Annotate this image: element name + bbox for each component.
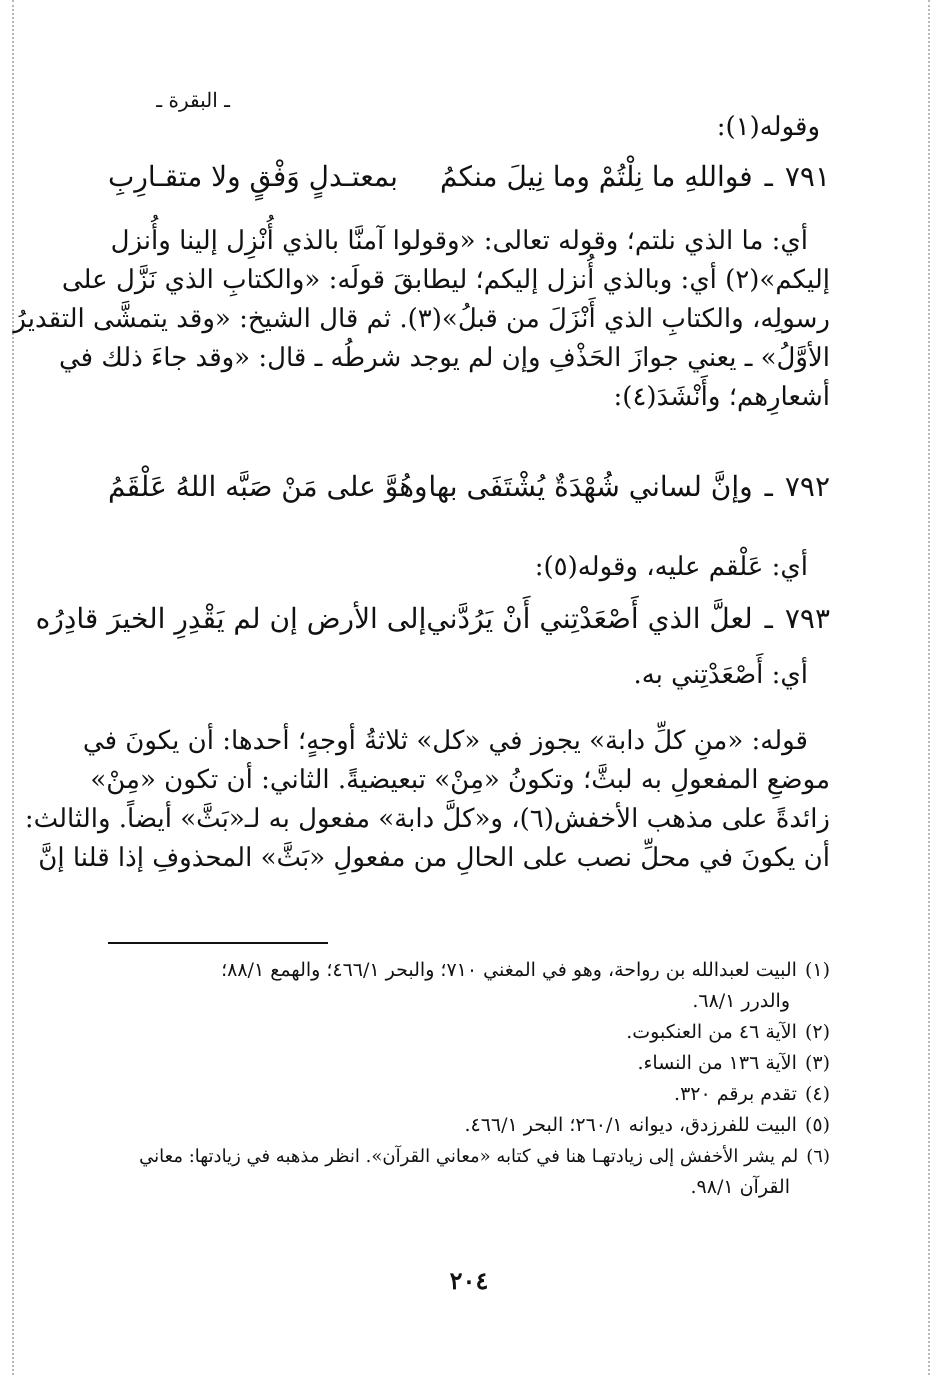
footnotes (108, 955, 830, 1203)
footnote-3 (108, 1048, 830, 1079)
paragraph-line: أشعارِهم؛ وأَنْشَدَ(٤): (613, 382, 830, 412)
footnote-continuation: القرآن ٩٨/١. (690, 1176, 790, 1198)
right-margin-dotted-line (928, 0, 930, 1375)
left-margin-dotted-line (12, 0, 14, 1375)
footnote-text: الآية ٤٦ من العنكبوت. (626, 1021, 797, 1043)
paragraph-line: أي: ما الذي نلتم؛ وقوله تعالى: «وقولوا آمنَّا بالذي أُنْزِل إلينا وأُنزل (110, 226, 808, 256)
paragraph-line: زائدةً على مذهب الأخفش(٦)، و«كلَّ دابة» مفعول به لـ«بَثَّ» أيضاً. والثالث: (24, 804, 830, 834)
paragraph-line: موضعِ المفعولِ به لبثَّ؛ وتكونُ «مِنْ» تبعيضيةً. الثاني: أن تكون «مِنْ» (90, 765, 830, 795)
verse-dash: ـ (764, 470, 773, 503)
running-header: ـ البقرة ـ (156, 88, 230, 112)
verse-first-hemistich: فواللهِ ما نِلْتُمْ وما نِيلَ منكمُ (440, 160, 753, 193)
commentary-line: أي: عَلْقم عليه، وقوله(٥): (534, 552, 808, 582)
commentary-line: أي: أَصْعَدْتِني به. (633, 660, 808, 690)
verse-793 (35, 602, 830, 635)
paragraph-line: الأوَّلُ» ـ يعني جوازَ الحَذْفِ وإن لم يوجد شرطُه ـ قال: «وقد جاءَ ذلك في (59, 343, 830, 373)
footnote-continuation: والدرر ٦٨/١. (692, 990, 790, 1012)
verse-number: ٧٩١ (784, 160, 830, 193)
footnote-4 (108, 1079, 830, 1110)
paragraph-line: قوله: «منِ كلِّ دابة» يجوز في «كل» ثلاثةُ أوجهٍ؛ أحدها: أن يكونَ في (82, 726, 808, 756)
verse-791 (108, 160, 830, 193)
footnote-text: البيت لعبدالله بن رواحة، وهو في المغني ٧١٠؛ والبحر ٤٦٦/١؛ والهمع ٨٨/١؛ (221, 959, 797, 981)
footnote-number: (١) (804, 959, 830, 981)
footnote-number: (٤) (804, 1083, 830, 1105)
footnote-text: تقدم برقم ٣٢٠. (674, 1083, 797, 1105)
footnote-number: (٣) (804, 1052, 830, 1074)
verse-dash: ـ (764, 602, 773, 635)
footnote-number: (٢) (804, 1021, 830, 1043)
footnote-text: البيت للفرزدق، ديوانه ٢٦٠/١؛ البحر ٤٦٦/١. (464, 1114, 797, 1136)
footnote-5 (108, 1110, 830, 1141)
footnote-number: (٥) (804, 1114, 830, 1136)
verse-number: ٧٩٢ (784, 470, 830, 503)
page-number: ٢٠٤ (449, 1266, 489, 1295)
footnote-number: (٦) (806, 1146, 830, 1167)
footnote-separator (108, 942, 328, 944)
verse-number: ٧٩٣ (784, 602, 830, 635)
verse-first-hemistich: لعلَّ الذي أَصْعَدْتِني أَنْ يَرُدَّني (426, 602, 753, 635)
verse-second-hemistich: بمعتـدلٍ وَفْقٍ ولا متقـارِبِ (108, 160, 398, 193)
verse-second-hemistich: إلى الأرض إن لم يَقْدِرِ الخيرَ قادِرُه (35, 602, 427, 635)
verse-dash: ـ (764, 160, 773, 193)
commentary-paragraph-2 (24, 722, 830, 878)
paragraph-line: إليكم»(٢) أي: وبالذي أُنزل إليكم؛ ليطابقَ قولَه: «والكتابِ الذي نَزَّل على (61, 265, 830, 295)
paragraph-line: أن يكونَ في محلِّ نصب على الحالِ من مفعولِ «بَثَّ» المحذوفِ إذا قلنا إنَّ (38, 843, 830, 873)
footnote-text: الآية ١٣٦ من النساء. (637, 1052, 797, 1074)
verse-first-hemistich: وإنَّ لساني شُهْدَةٌ يُشْتَفَى بها (428, 470, 753, 503)
paragraph-line: رسولِه، والكتابِ الذي أَنْزَلَ من قبلُ»(٣). ثم قال الشيخ: «وقد يتمشَّى التقديرُ (13, 304, 830, 334)
footnote-6 (108, 1141, 830, 1172)
verse-intro: وقوله(١): (716, 112, 820, 142)
footnote-text: لم يشر الأخفش إلى زيادتهـا هنا في كتابه «معاني القرآن». انظر مذهبه في زيادتها: معاني (139, 1146, 799, 1167)
verse-second-hemistich: وهُوَّ على مَنْ صَبَّه اللهُ عَلْقَمُ (108, 470, 428, 503)
commentary-paragraph-1 (13, 222, 830, 417)
footnote-1 (108, 955, 830, 986)
footnote-2 (108, 1017, 830, 1048)
verse-792 (108, 470, 830, 503)
